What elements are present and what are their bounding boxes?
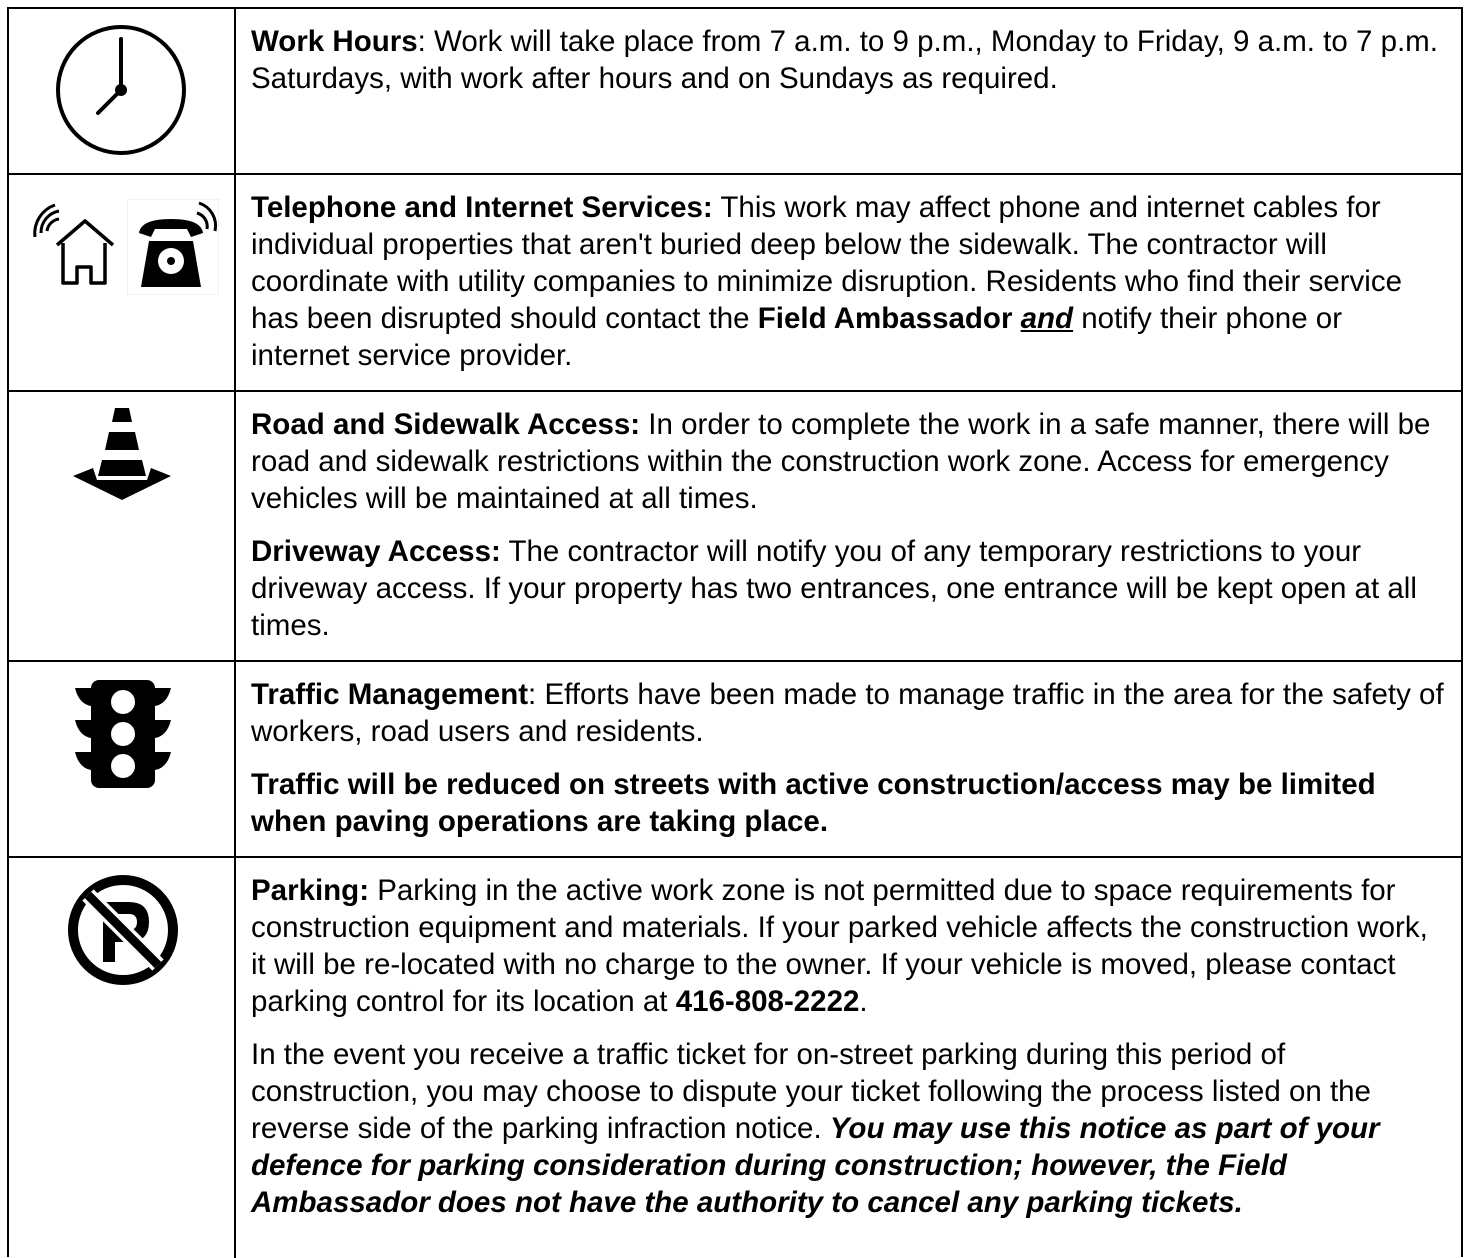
traffic-cone-icon (71, 406, 173, 502)
icon-cell (9, 175, 236, 390)
period: . (859, 985, 868, 1018)
emphasis-and: and (1020, 302, 1074, 335)
traffic-warning: Traffic will be reduced on streets with active construction/access may be limited when paving operations are taking place. (251, 768, 1376, 838)
icon-cell (9, 9, 236, 173)
heading: Parking: (251, 874, 370, 907)
work-hours-text (251, 23, 1447, 113)
paragraph (251, 676, 1447, 750)
no-parking-icon (67, 874, 179, 986)
road-access-text (251, 406, 1447, 660)
traffic-management-text (251, 676, 1447, 856)
body-text: The contractor will notify you of any temporary restrictions to your driveway access. If your property has two entrances, one entrance will be kept open at all times. (251, 535, 1417, 642)
body-text: This work may affect phone and internet cables for individual properties that aren't buried deep below the sidewalk. The contractor will coordinate with utility companies to minimize disruption. Residents who find their service has been disrupted should contact the (251, 191, 1403, 335)
paragraph (251, 189, 1447, 374)
row-road-access (9, 392, 1461, 662)
heading: Traffic Management (251, 678, 529, 711)
icon-cell (9, 392, 236, 660)
heading: Telephone and Internet Services: (251, 191, 713, 224)
heading: Driveway Access: (251, 535, 501, 568)
field-ambassador: Field Ambassador (757, 302, 1013, 335)
traffic-light-icon (75, 680, 171, 788)
body-text: : Efforts have been made to manage traffic in the area for the safety of workers, road users and residents. (251, 678, 1444, 748)
emphasis-text: You may use this notice as part of your defence for parking consideration during construction; however, the Field Ambassador does not have the authority to cancel any parking tickets. (251, 1112, 1380, 1219)
body-text-end: notify their phone or internet service provider. (251, 302, 1343, 372)
row-work-hours (9, 9, 1461, 175)
row-parking (9, 858, 1461, 1258)
paragraph (251, 872, 1447, 1020)
parking-text (251, 872, 1447, 1237)
clock-icon (54, 23, 188, 157)
parking-phone-number: 416-808-2222 (675, 985, 860, 1018)
icon-cell (9, 858, 236, 1258)
row-traffic-management (9, 662, 1461, 858)
space (1012, 302, 1020, 335)
row-telephone-internet (9, 175, 1461, 392)
house-wifi-icon (27, 203, 119, 291)
paragraph (251, 406, 1447, 517)
paragraph (251, 533, 1447, 644)
heading: Road and Sidewalk Access: (251, 408, 641, 441)
telephone-internet-text (251, 189, 1447, 390)
heading: Work Hours (251, 25, 418, 58)
telephone-icon (127, 199, 219, 295)
body-text: In order to complete the work in a safe manner, there will be road and sidewalk restrictions within the construction work zone. Access for emergency vehicles will be maintained at all times. (251, 408, 1431, 515)
paragraph (251, 23, 1447, 97)
notice-table (7, 7, 1463, 1257)
body-text: In the event you receive a traffic ticket for on-street parking during this period of construction, you may choose to dispute your ticket following the process listed on the reverse side of the parking infraction notice. (251, 1038, 1371, 1145)
icon-cell (9, 662, 236, 856)
paragraph (251, 1036, 1447, 1221)
body-text: : Work will take place from 7 a.m. to 9 p.m., Monday to Friday, 9 a.m. to 7 p.m. Saturdays, with work after hours and on Sundays as required. (251, 25, 1438, 95)
body-text: Parking in the active work zone is not permitted due to space requirements for construction equipment and materials. If your parked vehicle affects the construction work, it will be re-located with no charge to the owner. If your vehicle is moved, please contact parking control for its location at (251, 874, 1428, 1018)
